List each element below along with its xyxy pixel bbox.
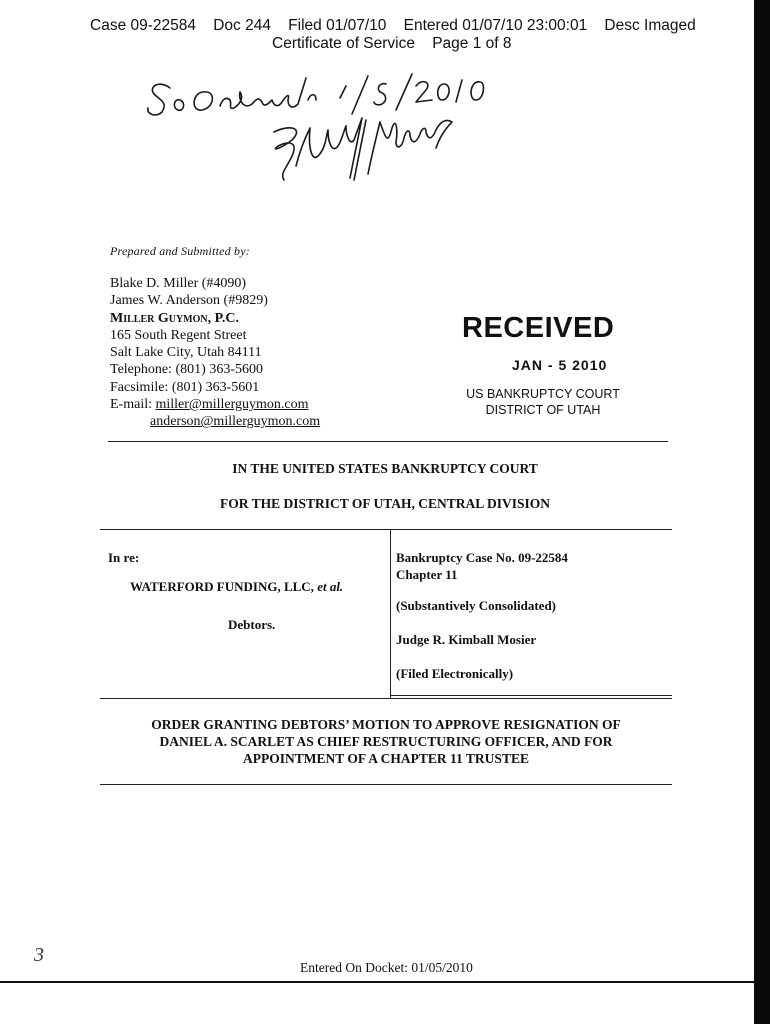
received-stamp-title: RECEIVED (462, 312, 615, 344)
firm-telephone: Telephone: (801) 363-5600 (110, 362, 263, 378)
filed-electronically: (Filed Electronically) (396, 666, 514, 681)
case-number: Bankruptcy Case No. 09-22584 (396, 550, 568, 565)
court-district: FOR THE DISTRICT OF UTAH, CENTRAL DIVISION (220, 496, 550, 511)
chapter: Chapter 11 (396, 567, 458, 582)
court-name: IN THE UNITED STATES BANKRUPTCY COURT (232, 461, 538, 476)
attorney-line1: Blake D. Miller (#4090) (110, 276, 247, 291)
received-stamp-court (452, 386, 634, 418)
caption-divider (390, 529, 391, 699)
order-title-line1: ORDER GRANTING DEBTORS’ MOTION TO APPROVE RESIGNATION OF (151, 717, 621, 732)
email-line2 (110, 413, 320, 430)
caption-top-rule (100, 529, 672, 530)
filing-header-line1: Case 09-22584 Doc 244 Filed 01/07/10 Entered 01/07/10 23:00:01 Desc Imaged (90, 17, 696, 34)
judge-name: Judge R. Kimball Mosier (396, 632, 537, 647)
firm-street: 165 South Regent Street (110, 327, 247, 343)
email-line1 (110, 396, 320, 413)
order-title (100, 716, 672, 767)
debtors-label: Debtors. (228, 617, 276, 632)
firm-facsimile: Facsimile: (801) 363-5601 (110, 379, 260, 395)
order-title-rule (100, 784, 672, 785)
in-re-label: In re: (108, 550, 140, 565)
divider-rule (108, 441, 668, 442)
stamp-court-line1: US BANKRUPTCY COURT (466, 387, 620, 401)
law-firm-name: Miller Guymon, P.C. (110, 310, 239, 326)
filing-header-line2: Certificate of Service Page 1 of 8 (272, 35, 512, 52)
order-title-line2: DANIEL A. SCARLET AS CHIEF RESTRUCTURING OFFICER, AND FOR (159, 734, 613, 749)
email-label: E-mail: (110, 397, 156, 413)
order-title-line3: APPOINTMENT OF A CHAPTER 11 TRUSTEE (243, 751, 529, 766)
caption-right (396, 549, 666, 682)
consolidated-note: (Substantively Consolidated) (396, 598, 556, 613)
debtor-name: WATERFORD FUNDING, LLC, et al. (130, 579, 344, 594)
caption-bottom-rule (100, 698, 672, 699)
received-stamp-date: JAN - 5 2010 (512, 357, 608, 373)
firm-city: Salt Lake City, Utah 84111 (110, 345, 262, 361)
prepared-by-label: Prepared and Submitted by: (110, 244, 250, 258)
handwritten-signature (140, 70, 500, 200)
email-link-anderson[interactable]: anderson@millerguymon.com (150, 414, 321, 430)
caption-left (108, 549, 388, 633)
attorney-line2: James W. Anderson (#9829) (110, 293, 268, 309)
attorney-block (110, 275, 320, 431)
docket-entry: Entered On Docket: 01/05/2010 (300, 960, 473, 975)
et-al: et al. (317, 579, 344, 594)
caption-right-bottom-rule (390, 695, 672, 696)
email-link-miller[interactable]: miller@millerguymon.com (155, 397, 309, 413)
scan-edge-bar (754, 0, 770, 1024)
stamp-court-line2: DISTRICT OF UTAH (485, 403, 601, 417)
footer-rule (0, 981, 754, 983)
margin-mark: 3 (34, 944, 44, 966)
